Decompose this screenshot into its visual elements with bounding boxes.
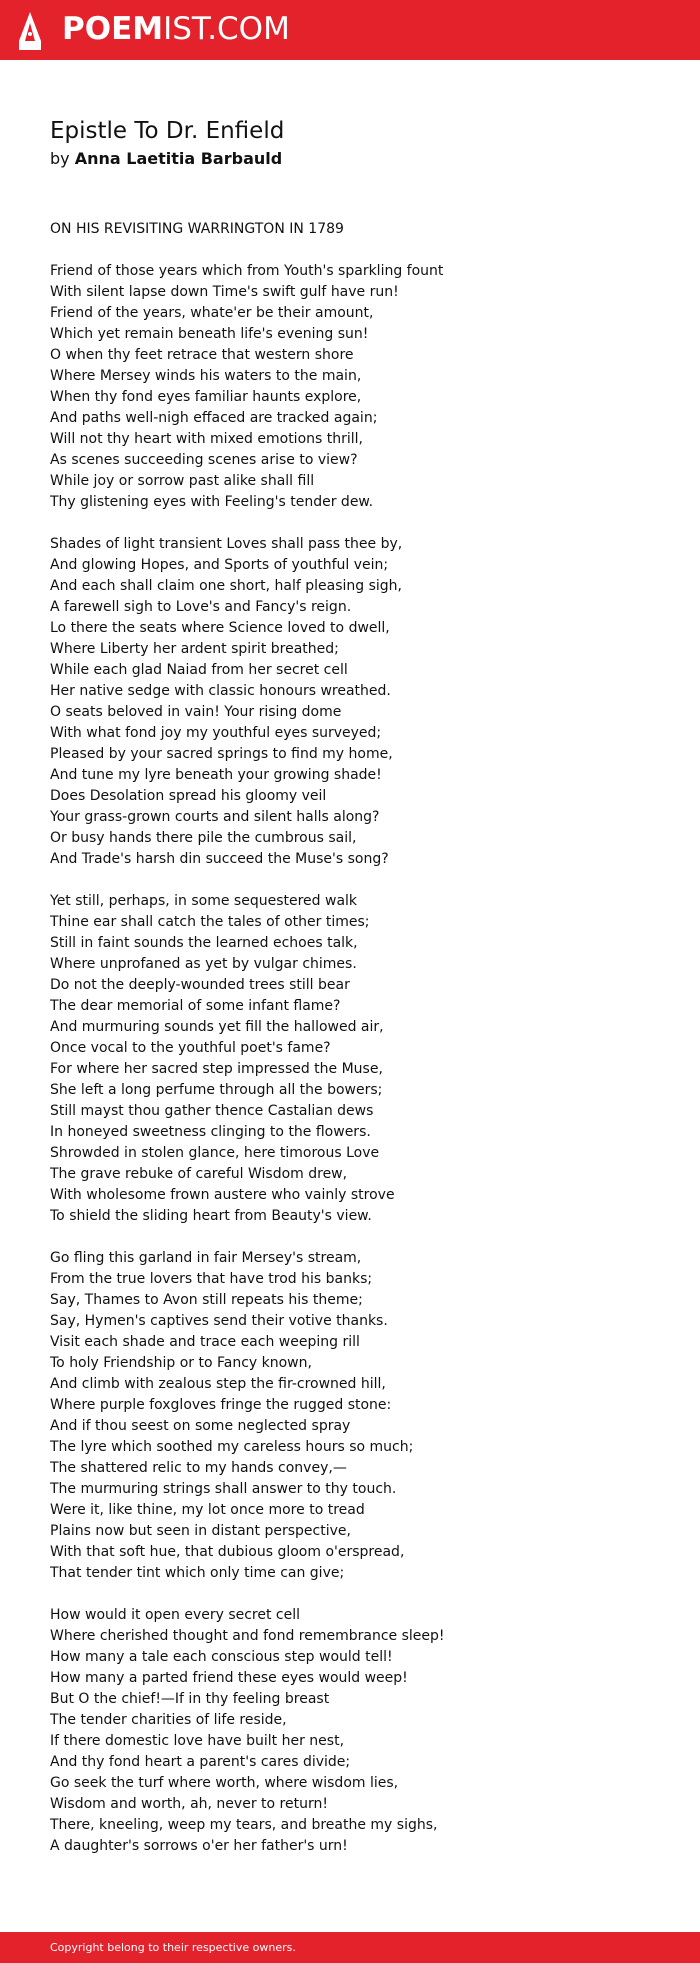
poem-line: O when thy feet retrace that western shore	[50, 347, 354, 363]
site-header	[0, 0, 700, 60]
stanza-gap	[50, 513, 650, 534]
poem-line: And murmuring sounds yet fill the hallowed air,	[50, 1019, 384, 1035]
site-logo[interactable]	[62, 9, 290, 49]
poem-line: Or busy hands there pile the cumbrous sail,	[50, 830, 357, 846]
poem-line: Still in faint sounds the learned echoes talk,	[50, 935, 358, 951]
poem-line: If there domestic love have built her nest,	[50, 1733, 345, 1749]
poem-line: For where her sacred step impressed the Muse,	[50, 1061, 383, 1077]
poem-subtitle: ON HIS REVISITING WARRINGTON IN 1789	[50, 221, 344, 237]
poem-line: How many a parted friend these eyes would weep!	[50, 1670, 408, 1686]
poem-line: Say, Hymen's captives send their votive thanks.	[50, 1313, 388, 1329]
poem-line: The dear memorial of some infant flame?	[50, 998, 341, 1014]
poem-line: With what fond joy my youthful eyes surveyed;	[50, 725, 382, 741]
poem-line: The shattered relic to my hands convey,—	[50, 1460, 347, 1476]
poem-line: And tune my lyre beneath your growing shade!	[50, 767, 382, 783]
poem-line: The tender charities of life reside,	[50, 1712, 287, 1728]
poem-line: Plains now but seen in distant perspective,	[50, 1523, 351, 1539]
poem-line: Thy glistening eyes with Feeling's tender dew.	[50, 494, 374, 510]
poem-line: Once vocal to the youthful poet's fame?	[50, 1040, 331, 1056]
poem-line: Say, Thames to Avon still repeats his theme;	[50, 1292, 363, 1308]
stanza-gap	[50, 240, 650, 261]
stanza-gap	[50, 1227, 650, 1248]
poem-line: Yet still, perhaps, in some sequestered walk	[50, 893, 358, 909]
poem-line: The murmuring strings shall answer to thy touch.	[50, 1481, 397, 1497]
poem-line: The grave rebuke of careful Wisdom drew,	[50, 1166, 348, 1182]
poem-line: Your grass-grown courts and silent halls along?	[50, 809, 380, 825]
poem-line: Were it, like thine, my lot once more to tread	[50, 1502, 365, 1518]
logo-bold-text: POEM	[62, 11, 164, 47]
author-name[interactable]: Anna Laetitia Barbauld	[74, 149, 283, 168]
poem-line: Shrowded in stolen glance, here timorous Love	[50, 1145, 380, 1161]
logo-light-text: IST.COM	[163, 11, 290, 47]
copyright-text: Copyright belong to their respective owners.	[50, 1941, 296, 1954]
stanza-gap	[50, 1584, 650, 1605]
poem-line: There, kneeling, weep my tears, and breathe my sighs,	[50, 1817, 438, 1833]
poem-line: And thy fond heart a parent's cares divide;	[50, 1754, 351, 1770]
poem-body	[50, 219, 650, 1857]
poem-line: And paths well-nigh effaced are tracked again;	[50, 410, 378, 426]
poem-line: Friend of those years which from Youth's sparkling fount	[50, 263, 444, 279]
poem-line: Go seek the turf where worth, where wisdom lies,	[50, 1775, 399, 1791]
poem-line: From the true lovers that have trod his banks;	[50, 1271, 373, 1287]
poem-line: To shield the sliding heart from Beauty's view.	[50, 1208, 372, 1224]
poem-line: With silent lapse down Time's swift gulf have run!	[50, 284, 399, 300]
poem-line: Where unprofaned as yet by vulgar chimes.	[50, 956, 357, 972]
poem-line: And glowing Hopes, and Sports of youthful vein;	[50, 557, 389, 573]
poem-line: How many a tale each conscious step would tell!	[50, 1649, 393, 1665]
poem-title: Epistle To Dr. Enfield	[50, 118, 285, 144]
poem-line: With wholesome frown austere who vainly strove	[50, 1187, 395, 1203]
poem-line: With that soft hue, that dubious gloom o'erspread,	[50, 1544, 405, 1560]
poem-line: Her native sedge with classic honours wreathed.	[50, 683, 391, 699]
poem-line: She left a long perfume through all the bowers;	[50, 1082, 383, 1098]
poem-line: How would it open every secret cell	[50, 1607, 301, 1623]
poem-line: Go fling this garland in fair Mersey's stream,	[50, 1250, 362, 1266]
poem-line: Friend of the years, whate'er be their amount,	[50, 305, 374, 321]
quill-pen-icon[interactable]	[18, 11, 42, 51]
poem-line: The lyre which soothed my careless hours so much;	[50, 1439, 414, 1455]
poem-line: As scenes succeeding scenes arise to view?	[50, 452, 358, 468]
poem-line: But O the chief!—If in thy feeling breast	[50, 1691, 330, 1707]
poem-line: Pleased by your sacred springs to find my home,	[50, 746, 393, 762]
poem-line: A farewell sigh to Love's and Fancy's reign.	[50, 599, 352, 615]
poem-line: When thy fond eyes familiar haunts explore,	[50, 389, 362, 405]
poem-line: To holy Friendship or to Fancy known,	[50, 1355, 312, 1371]
poem-line: And Trade's harsh din succeed the Muse's song?	[50, 851, 389, 867]
poem-line: And if thou seest on some neglected spray	[50, 1418, 351, 1434]
poem-line: A daughter's sorrows o'er her father's urn!	[50, 1838, 348, 1854]
poem-line: Where purple foxgloves fringe the rugged stone:	[50, 1397, 392, 1413]
poem-line: Still mayst thou gather thence Castalian dews	[50, 1103, 374, 1119]
poem-line: And climb with zealous step the fir-crowned hill,	[50, 1376, 386, 1392]
poem-line: That tender tint which only time can give;	[50, 1565, 345, 1581]
poem-line: Shades of light transient Loves shall pass thee by,	[50, 536, 403, 552]
poem-line: Does Desolation spread his gloomy veil	[50, 788, 327, 804]
poem-line: Wisdom and worth, ah, never to return!	[50, 1796, 328, 1812]
poem-line: Do not the deeply-wounded trees still bear	[50, 977, 350, 993]
poem-line: Where Mersey winds his waters to the main,	[50, 368, 362, 384]
poem-line: In honeyed sweetness clinging to the flowers.	[50, 1124, 371, 1140]
poem-line: Where cherished thought and fond remembrance sleep!	[50, 1628, 445, 1644]
poem-line: O seats beloved in vain! Your rising dome	[50, 704, 342, 720]
poem-line: While each glad Naiad from her secret cell	[50, 662, 348, 678]
poem-line: Visit each shade and trace each weeping rill	[50, 1334, 360, 1350]
poem-line: Thine ear shall catch the tales of other times;	[50, 914, 370, 930]
poem-line: Lo there the seats where Science loved to dwell,	[50, 620, 390, 636]
poem-line: While joy or sorrow past alike shall fill	[50, 473, 315, 489]
poem-line: And each shall claim one short, half pleasing sigh,	[50, 578, 402, 594]
poem-line: Which yet remain beneath life's evening sun!	[50, 326, 369, 342]
poem-line: Will not thy heart with mixed emotions thrill,	[50, 431, 363, 447]
poem-line: Where Liberty her ardent spirit breathed;	[50, 641, 339, 657]
byline	[50, 147, 282, 171]
by-label: by	[50, 149, 70, 168]
stanza-gap	[50, 870, 650, 891]
site-footer	[0, 1932, 700, 1963]
